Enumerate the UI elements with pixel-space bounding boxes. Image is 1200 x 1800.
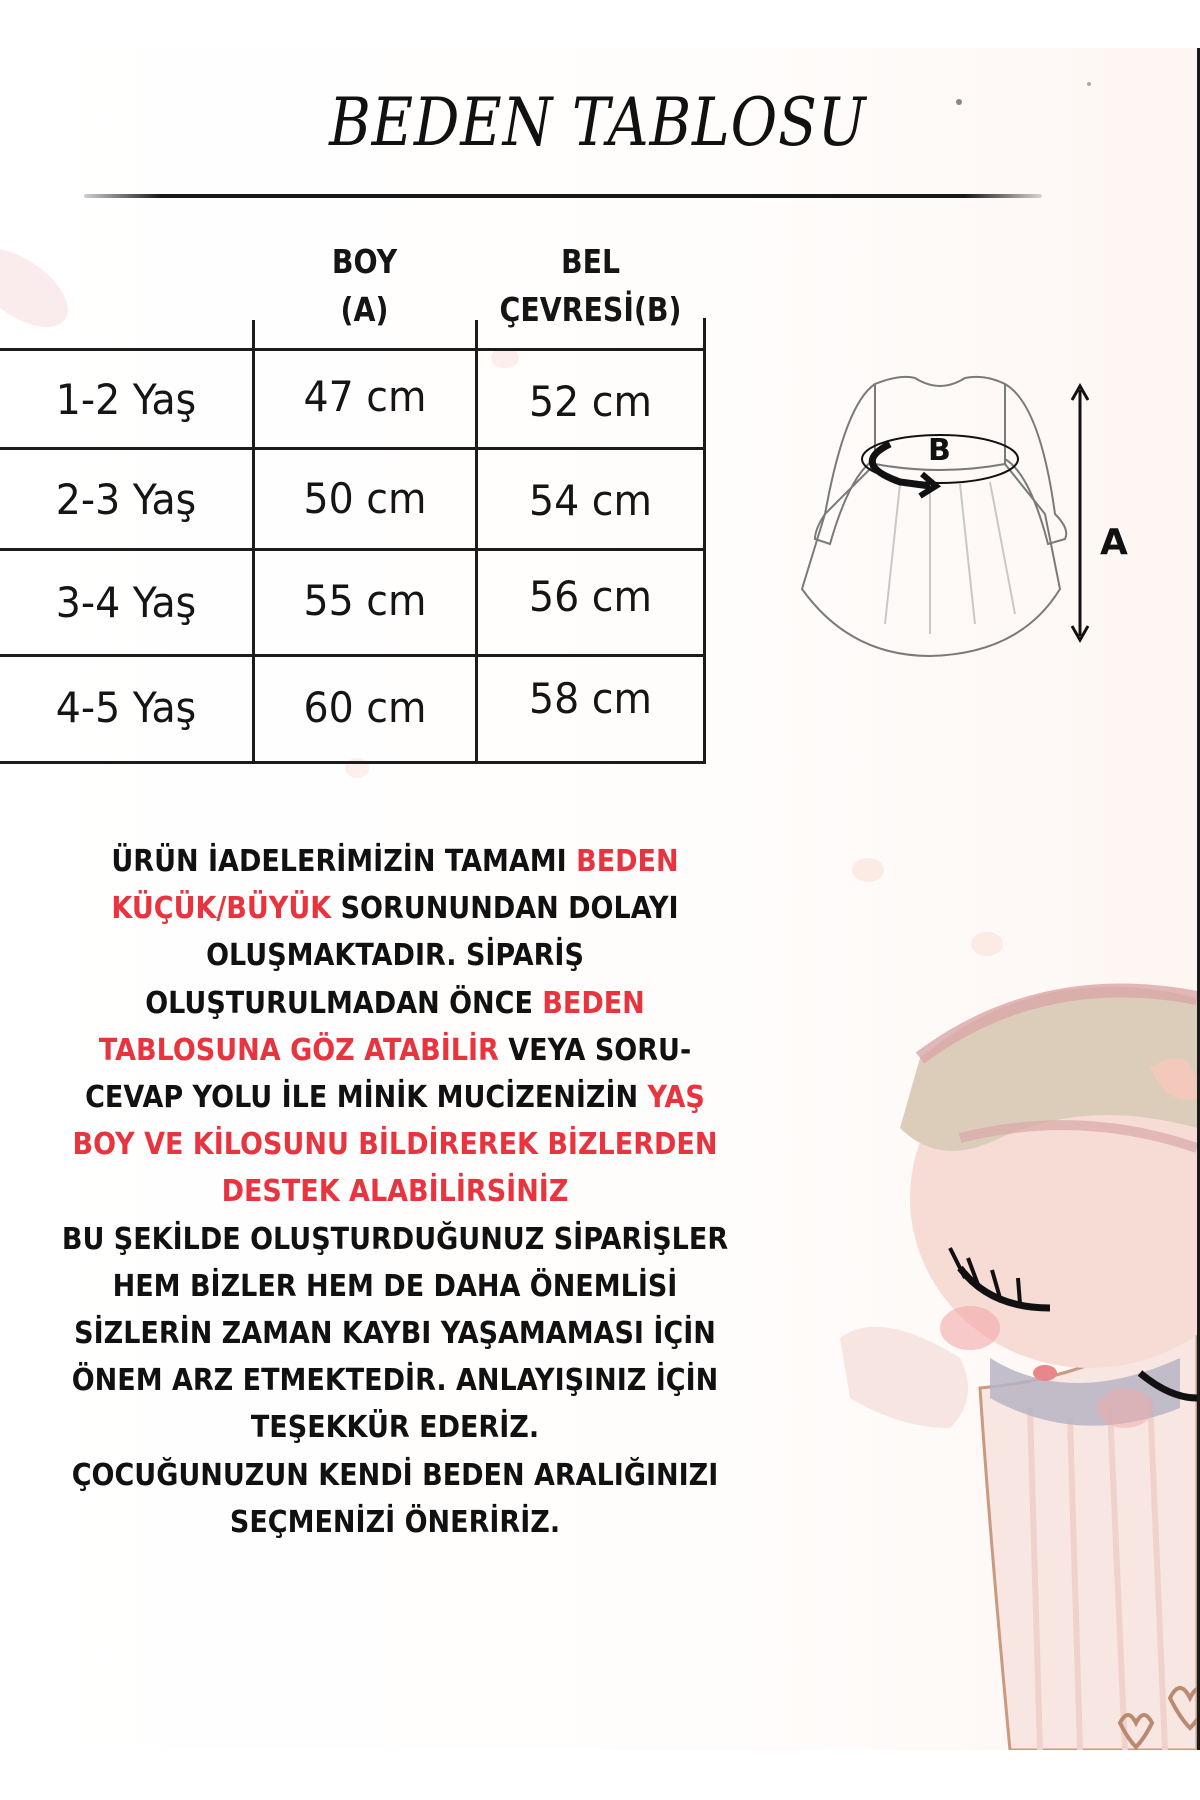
header-boy-line2: (A) <box>340 290 389 329</box>
cell-age: 2-3 Yaş <box>55 475 197 524</box>
notice-text: ÖNEM ARZ ETMEKTEDİR. ANLAYIŞINIZ İÇİN <box>71 1363 719 1399</box>
cell-boy: 47 cm <box>303 372 427 421</box>
notice-line <box>40 1168 751 1215</box>
notice-text: SEÇMENİZİ ÖNERİRİZ. <box>229 1504 561 1540</box>
notice-line <box>40 932 751 979</box>
highlight-text: YAŞ <box>647 1080 705 1116</box>
table-rule <box>0 447 705 450</box>
highlight-text: TABLOSUNA GÖZ ATABİLİR <box>98 1032 499 1068</box>
header-bel-line2: ÇEVRESİ(B) <box>499 290 682 329</box>
notice-text: VEYA SORU- <box>498 1032 692 1068</box>
page-title: BEDEN TABLOSU <box>329 84 867 161</box>
label-a: A <box>1100 522 1128 563</box>
label-b: B <box>928 433 951 468</box>
highlight-text: BEDEN <box>542 985 645 1021</box>
notice-text: ÜRÜN İADELERİMİZİN TAMAMI <box>111 844 577 879</box>
notice-line <box>40 1404 751 1451</box>
notice-text: OLUŞTURULMADAN ÖNCE <box>145 985 543 1021</box>
notice-text: ÇOCUĞUNUZUN KENDİ BEDEN ARALIĞINIZI <box>71 1457 719 1493</box>
header-bel-line1: BEL <box>560 242 621 281</box>
notice-text: CEVAP YOLU İLE MİNİK MUCİZENİZİN <box>85 1080 648 1116</box>
notice-line <box>40 1499 751 1546</box>
girl-illustration <box>840 978 1197 1750</box>
column-divider <box>475 320 478 764</box>
cell-boy: 55 cm <box>303 576 427 625</box>
notice-text: OLUŞMAKTADIR. SİPARİŞ <box>206 938 584 974</box>
notice-line <box>40 1216 751 1263</box>
notice-line <box>40 1027 751 1074</box>
highlight-text: DESTEK ALABİLİRSİNİZ <box>221 1174 569 1210</box>
notice-text: SİZLERİN ZAMAN KAYBI YAŞAMAMASI İÇİN <box>74 1316 716 1352</box>
header-boy <box>269 238 461 334</box>
cell-bel: 54 cm <box>529 476 652 525</box>
notice-line <box>40 1357 751 1404</box>
title-divider <box>84 194 1042 198</box>
cell-bel: 56 cm <box>529 572 652 621</box>
column-divider <box>252 320 255 764</box>
notice-line <box>40 1263 751 1310</box>
notice-text: SORUNUNDAN DOLAYI <box>331 891 679 927</box>
table-rule <box>0 348 705 351</box>
header-boy-line1: BOY <box>331 242 398 281</box>
notice-line <box>40 1121 751 1168</box>
column-divider <box>703 318 706 764</box>
notice-text: HEM BİZLER HEM DE DAHA ÖNEMLİSİ <box>112 1268 678 1304</box>
highlight-text: KÜÇÜK/BÜYÜK <box>111 891 332 927</box>
cell-boy: 60 cm <box>303 683 427 732</box>
table-rule <box>0 654 705 657</box>
cell-bel: 52 cm <box>529 377 652 426</box>
dress-measurement-diagram <box>790 364 1130 664</box>
notice-line <box>40 980 751 1027</box>
notice-line <box>40 1452 751 1499</box>
notice-text: TEŞEKKÜR EDERİZ. <box>250 1410 540 1446</box>
header-bel <box>492 238 689 334</box>
cell-age: 1-2 Yaş <box>55 375 197 424</box>
cell-age: 3-4 Yaş <box>55 578 197 627</box>
highlight-text: BEDEN <box>576 844 679 879</box>
notice-line <box>40 1310 751 1357</box>
cell-boy: 50 cm <box>303 474 427 523</box>
table-rule <box>0 548 705 551</box>
cell-bel: 58 cm <box>529 674 652 723</box>
highlight-text: BOY VE KİLOSUNU BİLDİREREK BİZLERDEN <box>72 1127 718 1163</box>
table-rule <box>0 761 705 764</box>
return-policy-notice <box>40 838 751 1546</box>
cell-age: 4-5 Yaş <box>55 683 197 732</box>
notice-text: BU ŞEKİLDE OLUŞTURDUĞUNUZ SİPARİŞLER <box>61 1221 729 1257</box>
notice-line <box>40 885 751 932</box>
notice-line <box>40 1074 751 1121</box>
notice-line <box>40 838 751 885</box>
dress-outline-icon <box>802 377 1066 656</box>
